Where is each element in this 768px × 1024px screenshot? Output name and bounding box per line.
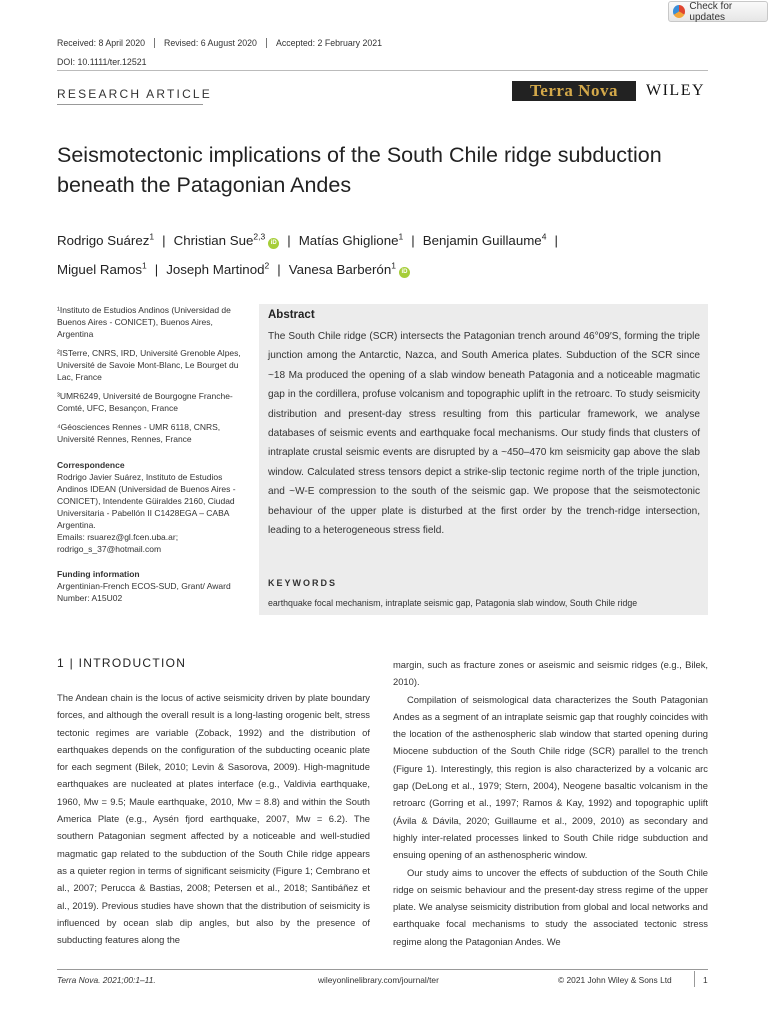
orcid-icon[interactable]: iD xyxy=(399,267,410,278)
paragraph: The Andean chain is the locus of active seismicity driven by plate boundary forces, and although the overall result is a long-lasting orogenic belt, stress tectonic regimes are variable (Zoback, 1992) and the distribution of earthquakes depends on the configuration of the subducting oceanic plate for each segment (Bilek, 2010; Levin & Sasorova, 2009). High-magnitude earthquakes are nucleated at plates interface (e.g., Valdivia earthquake, 1960, Mw = 9.5; Maule earthquake, 2010, Mw = 8.8) and within the South America Plate (e.g., Aysén fjord earthquake, 2007, Mw = 6.2). The southern Patagonian segment affected by a noticeable and well-studied magmatic gap related to the subduction of the South Chile ridge appears as a quieter region in terms of significant seismicity (Figure 1; Cembrano et al., 2007; Perucca & Bastias, 2008; Petersen et al., 2018; Santibáñez et al., 2019). Previous studies have shown that the distribution of seismicity is influenced by ocean slab dip angles, but also by the presence of subducting features along the xyxy=(57,692,370,946)
page-number: 1 xyxy=(703,975,708,985)
keywords-heading: KEYWORDS xyxy=(268,578,338,588)
footer-copyright: © 2021 John Wiley & Sons Ltd xyxy=(558,975,672,985)
received-date: Received: 8 April 2020 xyxy=(57,38,146,48)
publisher-logo: WILEY xyxy=(646,82,706,99)
check-for-updates-button[interactable] xyxy=(668,1,768,22)
funding-text: Argentinian-French ECOS-SUD, Grant/ Award Number: A15U02 xyxy=(57,581,231,603)
footer-separator xyxy=(694,971,695,987)
author[interactable]: Christian Sue$^{2,3}$iD xyxy=(174,233,280,248)
correspondence-emails[interactable]: Emails: rsuarez@gl.fcen.uba.ar; rodrigo_s_37@hotmail.com xyxy=(57,532,179,554)
footer-journal-url[interactable]: wileyonlinelibrary.com/journal/ter xyxy=(318,975,439,985)
footer-divider xyxy=(57,969,708,970)
author-list: Rodrigo Suárez$^1$ | Christian Sue$^{2,3}$iD | Matías Ghiglione$^1$ | Benjamin Guillaume$^4$ | Miguel Ramos$^1$ | Joseph Martinod$^2$ | Vanesa Barberón$^1$iD xyxy=(57,232,558,277)
article-type-underline xyxy=(57,104,203,105)
author[interactable]: Benjamin Guillaume$^4$ xyxy=(422,232,547,249)
history-dates xyxy=(57,38,391,48)
article-type: RESEARCH ARTICLE xyxy=(57,87,213,101)
crossmark-icon xyxy=(673,5,685,18)
author[interactable]: Vanesa Barberón$^1$iD xyxy=(289,262,410,277)
affiliations-sidebar xyxy=(57,304,247,611)
paper-title: Seismotectonic implications of the South Chile ridge subduction beneath the Patagonian Andes xyxy=(57,143,662,197)
abstract-heading: Abstract xyxy=(268,309,315,321)
check-for-updates-label: Check for updates xyxy=(689,0,733,23)
accepted-date: Accepted: 2 February 2021 xyxy=(266,38,391,48)
author[interactable]: Miguel Ramos$^1$ xyxy=(57,260,147,277)
author[interactable]: Joseph Martinod$^2$ xyxy=(166,260,270,277)
author[interactable]: Rodrigo Suárez$^1$ xyxy=(57,232,155,249)
journal-logo: Terra Nova xyxy=(512,81,636,101)
affiliation: ³UMR6249, Université de Bourgogne Franche-Comté, UFC, Besançon, France xyxy=(57,391,233,413)
affiliation: ²ISTerre, CNRS, IRD, Université Grenoble Alpes, Université de Savoie Mont-Blanc, Le Bourget du Lac, France xyxy=(57,348,241,382)
revised-date: Revised: 6 August 2020 xyxy=(154,38,266,48)
paragraph: Compilation of seismological data characterizes the South Patagonian Andes as a segment of an intraplate seismic gap that roughly coincides with the location of the asthenospheric slab window that started opening during Miocene subduction of the South Chile ridge (SCR) parallel to the trench (Figure 1). Interestingly, this region is also characterized by a volcanic arc gap (DeLong et al., 1979; Stern, 2004), Neogene basaltic volcanism in the retroarc (Gorring et al., 1997; Ramos & Kay, 1992) and topographic uplift (Ávila & Dávila, 2020; Guillaume et al., 2009, 2010) as secondary and highly inter-related processes linked to South Chile ridge subduction and ensuing opening of an asthenospheric window. xyxy=(393,693,708,861)
correspondence-text: Rodrigo Javier Suárez, Instituto de Estudios Andinos IDEAN (Universidad de Buenos Aires - CONICET), Intendente Güiraldes 2160, Ciudad Universitaria - Pabellón II C1428EGA – CABA Argentina. xyxy=(57,472,236,530)
paragraph: Our study aims to uncover the effects of subduction of the South Chile ridge on seismic behaviour and the present-day stress regime of the upper plate. We analyse seismicity distribution from global and local networks and earthquake focal mechanisms to study the associated tectonic stress regime along the Patagonian Andes. We xyxy=(393,866,708,947)
body-column-right xyxy=(393,656,708,950)
abstract-text: The South Chile ridge (SCR) intersects the Patagonian trench around 46°09′S, forming the triple junction among the Antarctic, Nazca, and South America plates. Subduction of the SCR since ~18 Ma produced the opening of a slab window beneath Patagonia and a noticeable magmatic gap in the cordillera, profuse volcanism and topographic uplift in the retroarc. To study seismicity distribution and present-day stress resulting from this particular framework, we analyse databases of seismic events and earthquake focal mechanisms. Our study finds that clusters of intraplate crustal seismic events are disrupted by a ~450–470 km seismicity gap above the slab window. Calculated stress tensors depict a strike-slip tectonic regime north of the triple junction, and ~W-E compression to the south of the seismic gap. We propose that the seismotectonic behaviour of the upper plate is disturbed at the first order by the trench-ridge intersection, leading to a heterogeneous stress field. xyxy=(268,331,700,537)
author[interactable]: Matías Ghiglione$^1$ xyxy=(298,232,404,249)
doi[interactable]: DOI: 10.1111/ter.12521 xyxy=(57,57,147,67)
paragraph: margin, such as fracture zones or aseismic and seismic ridges (e.g., Bilek, 2010). xyxy=(393,659,708,688)
affiliation: ⁴Géosciences Rennes - UMR 6118, CNRS, Université Rennes, Rennes, France xyxy=(57,422,221,444)
correspondence-heading: Correspondence xyxy=(57,460,125,470)
section-heading: 1 | INTRODUCTION xyxy=(57,656,187,670)
orcid-icon[interactable]: iD xyxy=(268,238,279,249)
footer-citation: Terra Nova. 2021;00:1–11. xyxy=(57,975,156,985)
affiliation: ¹Instituto de Estudios Andinos (Universidad de Buenos Aires - CONICET), Buenos Aires, Argentina xyxy=(57,305,231,339)
header-divider xyxy=(57,70,708,71)
funding-heading: Funding information xyxy=(57,569,140,579)
body-column-left xyxy=(57,689,370,948)
keywords-text: earthquake focal mechanism, intraplate seismic gap, Patagonia slab window, South Chile ridge xyxy=(268,598,638,608)
